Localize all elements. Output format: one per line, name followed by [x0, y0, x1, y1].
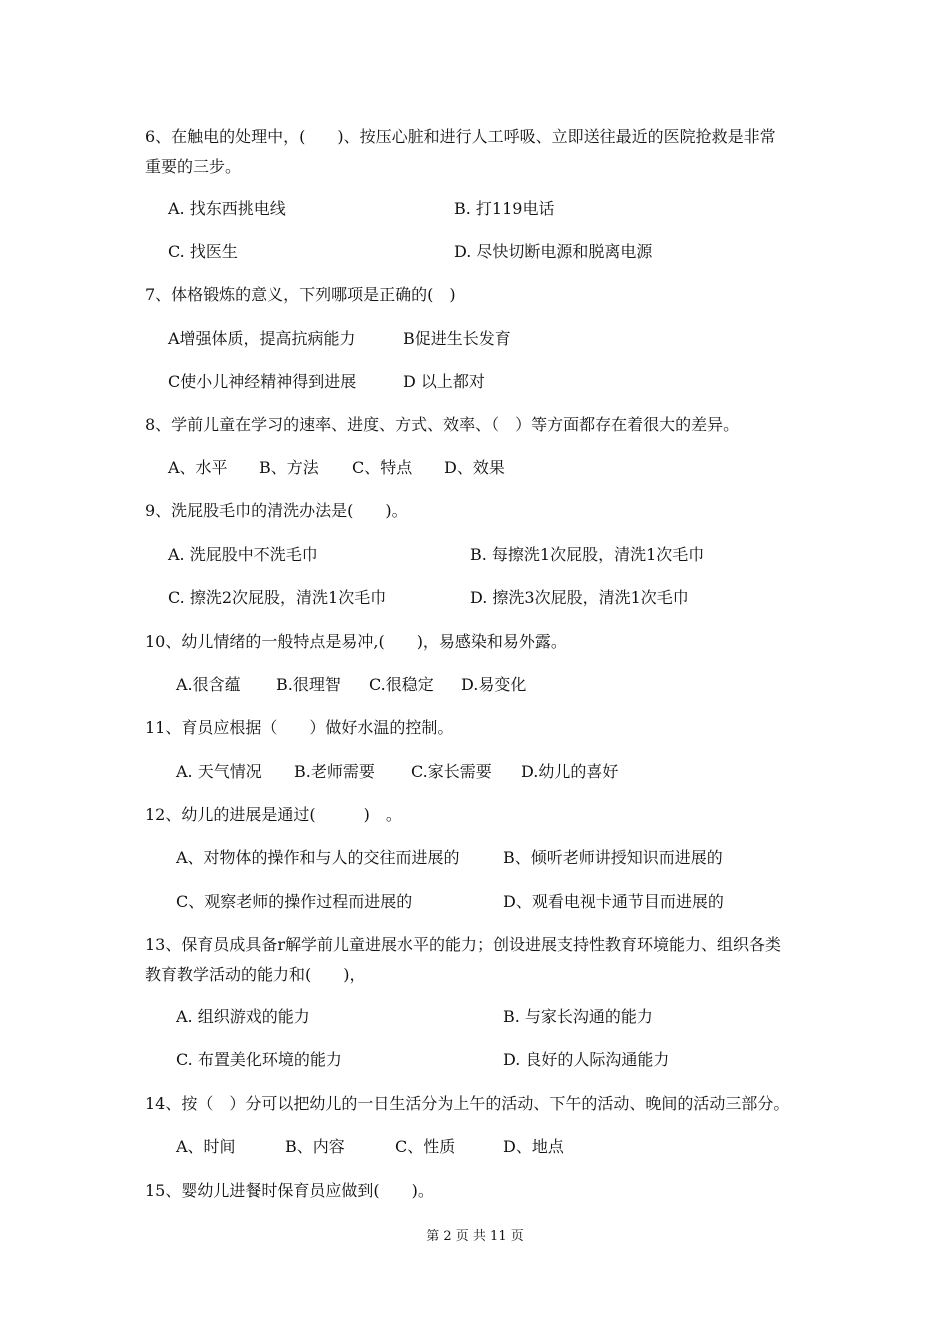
question-9-option-b: B. 每擦洗1次屁股，清洗1次毛巾 [470, 545, 705, 564]
question-15-text: 15、婴幼儿进餐时保育员应做到( )。 [145, 1181, 434, 1200]
question-14-option-c: C、性质 [395, 1137, 456, 1156]
page-footer: 第 2 页 共 11 页 [426, 1229, 524, 1244]
question-11-option-b: B.老师需要 [294, 762, 375, 781]
question-13-option-a: A. 组织游戏的能力 [176, 1007, 310, 1026]
question-7-option-d: D 以上都对 [403, 372, 485, 391]
question-6-text: 6、在触电的处理中，( )、按压心脏和进行人工呼吸、立即送往最近的医院抢救是非常 [145, 127, 776, 146]
question-8-option-d: D、效果 [444, 458, 505, 477]
question-6-text-cont: 重要的三步。 [145, 157, 242, 176]
question-9-option-a: A. 洗屁股中不洗毛巾 [168, 545, 318, 564]
question-9-option-c: C. 擦洗2次屁股，清洗1次毛巾 [168, 588, 387, 607]
question-10-option-d: D.易变化 [461, 675, 527, 694]
question-13-text-cont: 教育教学活动的能力和( )， [145, 965, 366, 984]
question-7-option-c: C使小儿神经精神得到进展 [168, 372, 357, 391]
question-14-option-b: B、内容 [285, 1137, 345, 1156]
question-14-option-d: D、地点 [503, 1137, 564, 1156]
question-9-option-d: D. 擦洗3次屁股，清洗1次毛巾 [470, 588, 689, 607]
question-10-option-b: B.很理智 [276, 675, 341, 694]
question-13-option-c: C. 布置美化环境的能力 [176, 1050, 342, 1069]
question-6-option-a: A. 找东西挑电线 [168, 199, 286, 218]
question-14-option-a: A、时间 [176, 1137, 236, 1156]
question-14-text: 14、按（ ）分可以把幼儿的一日生活分为上午的活动、下午的活动、晚间的活动三部分。 [145, 1094, 790, 1113]
question-11-option-d: D.幼儿的喜好 [521, 762, 619, 781]
question-8-option-c: C、特点 [352, 458, 413, 477]
question-8-text: 8、学前儿童在学习的速率、进度、方式、效率、（ ）等方面都存在着很大的差异。 [145, 415, 740, 434]
question-8-option-b: B、方法 [259, 458, 319, 477]
question-11-option-a: A. 天气情况 [176, 762, 262, 781]
question-11-text: 11、育员应根据（ ）做好水温的控制。 [145, 718, 454, 737]
question-10-option-c: C.很稳定 [369, 675, 434, 694]
question-7-option-b: B促进生长发育 [403, 329, 511, 348]
question-6-option-c: C. 找医生 [168, 242, 238, 261]
question-6-option-d: D. 尽快切断电源和脱离电源 [454, 242, 653, 261]
question-8-option-a: A、水平 [168, 458, 228, 477]
question-12-option-a: A、对物体的操作和与人的交往而进展的 [176, 848, 460, 867]
question-7-option-a: A增强体质，提高抗病能力 [168, 329, 356, 348]
question-7-text: 7、体格锻炼的意义，下列哪项是正确的( ) [145, 285, 456, 304]
question-6-option-b: B. 打119电话 [454, 199, 555, 218]
question-12-option-d: D、观看电视卡通节目而进展的 [503, 892, 724, 911]
question-13-option-b: B. 与家长沟通的能力 [503, 1007, 653, 1026]
question-12-option-c: C、观察老师的操作过程而进展的 [176, 892, 413, 911]
question-9-text: 9、洗屁股毛巾的清洗办法是( )。 [145, 501, 408, 520]
question-10-text: 10、幼儿情绪的一般特点是易冲,( )，易感染和易外露。 [145, 632, 567, 651]
question-11-option-c: C.家长需要 [411, 762, 492, 781]
question-13-option-d: D. 良好的人际沟通能力 [503, 1050, 670, 1069]
question-12-text: 12、幼儿的进展是通过( ) 。 [145, 805, 402, 824]
question-10-option-a: A.很含蕴 [176, 675, 241, 694]
question-12-option-b: B、倾听老师讲授知识而进展的 [503, 848, 723, 867]
question-13-text: 13、保育员成具备r解学前儿童进展水平的能力；创设进展支持性教育环境能力、组织各类 [145, 935, 782, 954]
